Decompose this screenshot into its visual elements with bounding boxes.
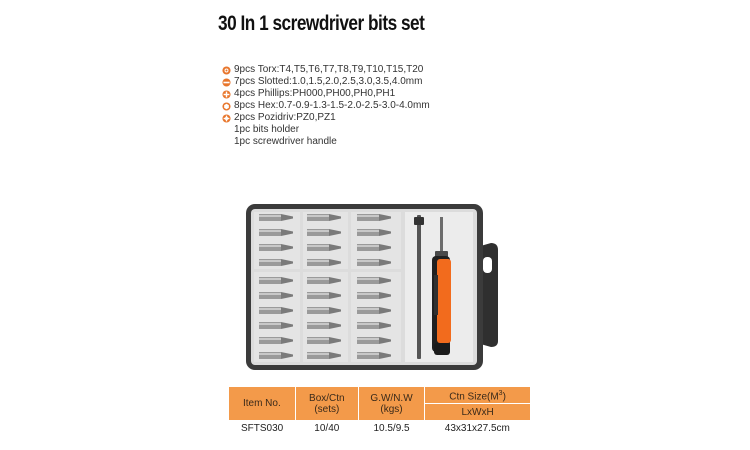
spec-item-holder bbox=[222, 124, 430, 136]
hex-icon bbox=[222, 102, 231, 111]
header-box-ctn: Box/Ctn (sets) bbox=[295, 387, 358, 420]
slotted-icon bbox=[222, 78, 231, 87]
screwdriver-end-cap bbox=[434, 343, 450, 355]
spec-text: 1pc screwdriver handle bbox=[234, 136, 337, 147]
compartment bbox=[303, 272, 348, 362]
spec-item-handle bbox=[222, 136, 430, 148]
hang-hole bbox=[483, 257, 492, 273]
spec-text: 7pcs Slotted:1.0,1.5,2.0,2.5,3.0,3.5,4.0mm bbox=[234, 76, 423, 87]
compartment bbox=[254, 272, 300, 362]
table-row bbox=[229, 420, 530, 437]
cell-weight: 10.5/9.5 bbox=[373, 423, 410, 434]
header-ctn-size: Ctn $Size(M^3)$ bbox=[425, 387, 530, 404]
spec-text: 1pc bits holder bbox=[234, 124, 300, 135]
header-lxwxh: LxWxH bbox=[425, 404, 530, 421]
compartment bbox=[351, 272, 401, 362]
spec-text: 9pcs Torx:T4,T5,T6,T7,T8,T9,T10,T15,T20 bbox=[234, 64, 424, 75]
spec-text: 4pcs Phillips:PH000,PH00,PH0,PH1 bbox=[234, 88, 396, 99]
cell-ctn-size: 43x31x27.5cm bbox=[444, 423, 510, 434]
phillips-icon bbox=[222, 90, 231, 99]
header-gw-nw: G.W/N.W (kgs) bbox=[358, 387, 424, 420]
product-spec-table bbox=[229, 387, 530, 437]
spec-item-phillips bbox=[222, 88, 430, 100]
spec-text: 2pcs Pozidriv:PZ0,PZ1 bbox=[234, 112, 336, 123]
spec-item-hex bbox=[222, 100, 430, 112]
spec-item-torx bbox=[222, 64, 430, 76]
spec-item-pozidriv bbox=[222, 112, 430, 124]
product-case-image bbox=[245, 203, 499, 373]
spec-list bbox=[222, 64, 430, 148]
torx-icon bbox=[222, 66, 231, 75]
header-item-no: Item No. bbox=[229, 387, 295, 420]
screwdriver-shaft bbox=[440, 217, 443, 253]
cell-item-no: SFTS030 bbox=[240, 423, 284, 434]
spec-item-slotted bbox=[222, 76, 430, 88]
pozidriv-icon bbox=[222, 114, 231, 123]
spec-text: 8pcs Hex:0.7-0.9-1.3-1.5-2.0-2.5-3.0-4.0mm bbox=[234, 100, 430, 111]
product-title: 30 In 1 screwdriver bits set bbox=[218, 12, 425, 35]
screwdriver-handle-orange bbox=[437, 259, 451, 343]
cell-box-ctn: 10/40 bbox=[314, 423, 340, 434]
bits-holder bbox=[417, 215, 421, 359]
